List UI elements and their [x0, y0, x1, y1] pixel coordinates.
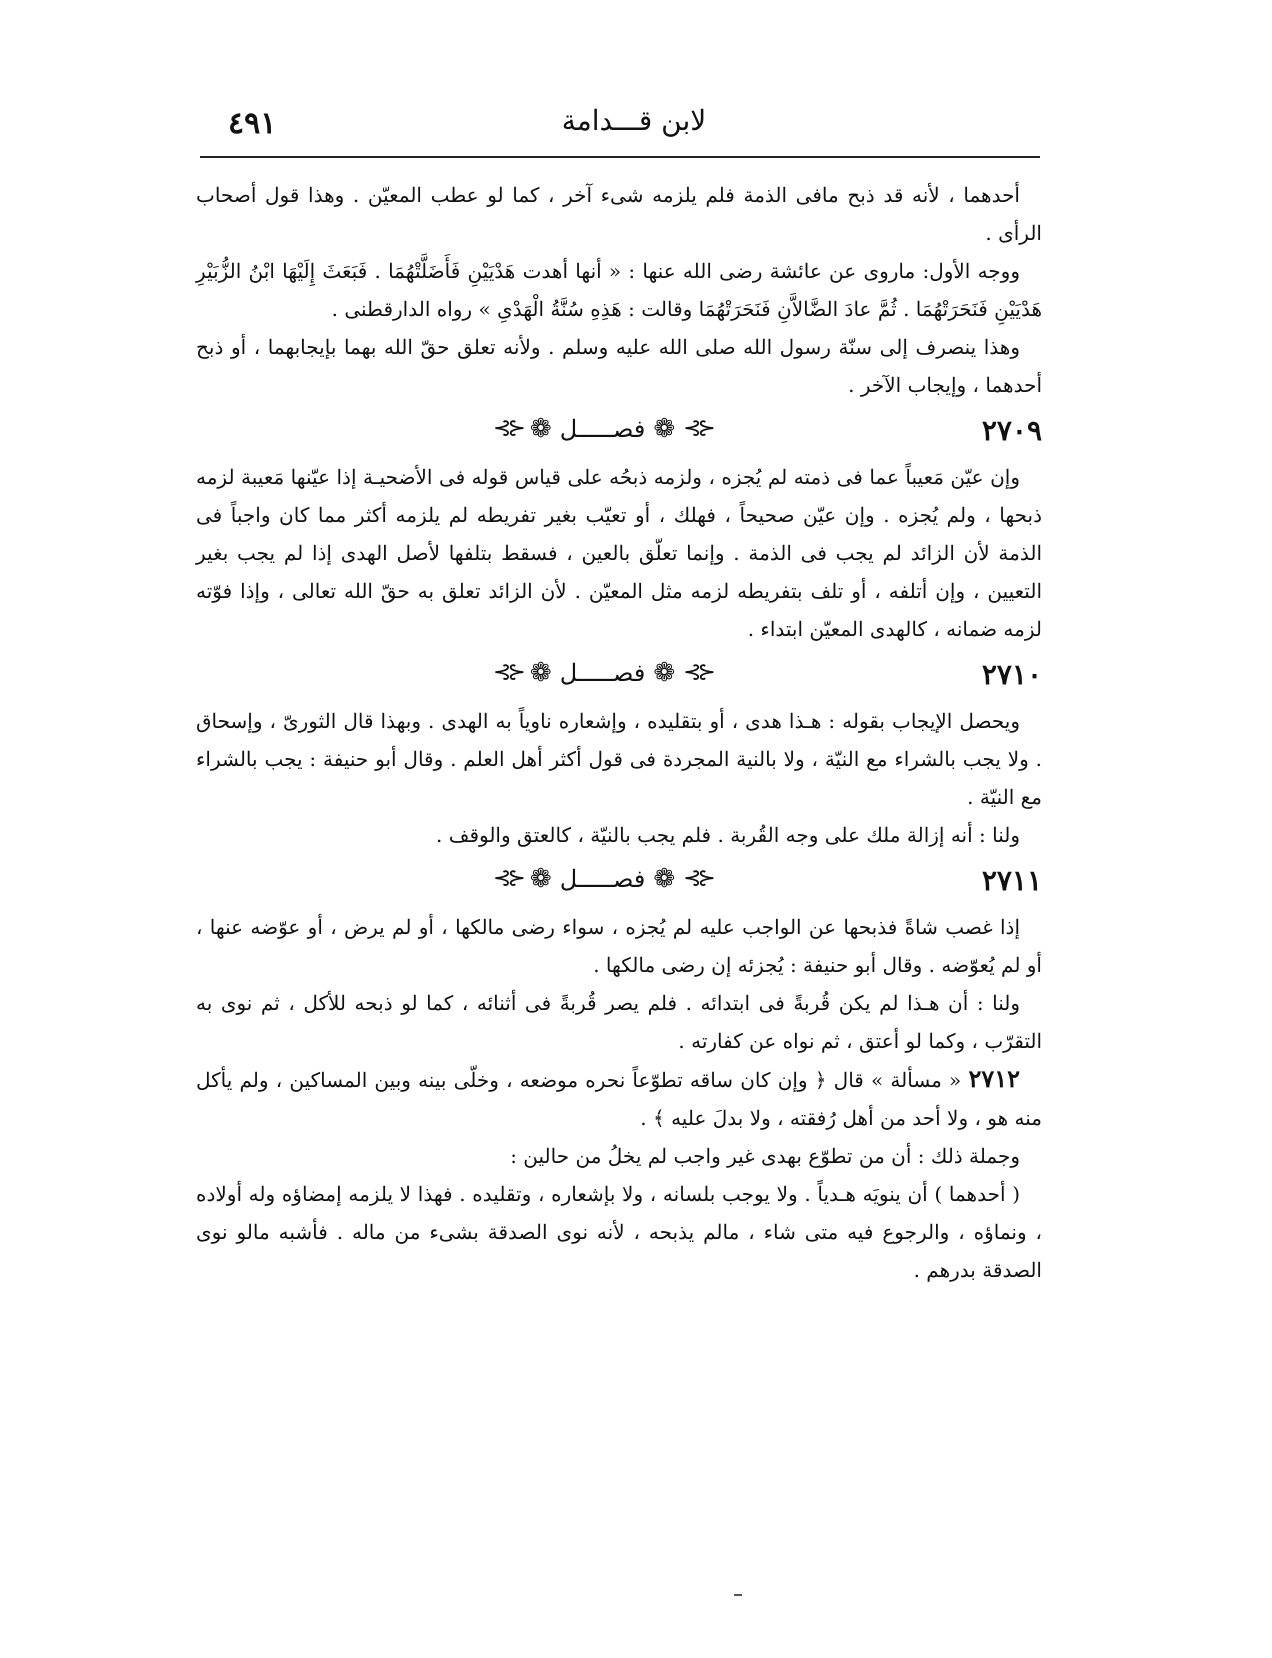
rosette-ornament-icon: ❁	[653, 864, 676, 894]
flourish-ornament-icon: ⊰⊱	[493, 866, 522, 891]
section-heading-2709	[196, 408, 1042, 454]
section-heading-2710	[196, 652, 1042, 698]
paragraph: أحدهما ، لأنه قد ذبح مافى الذمة فلم يلزمه شىء آخر ، كما لو عطب المعيّن . وهذا قول أصحاب الرأى .	[196, 183, 1042, 245]
header-rule	[200, 156, 1040, 158]
section-title-group	[493, 410, 712, 448]
paragraph: ويحصل الإيجاب بقوله : هـذا هدى ، أو بتقليده ، وإشعاره ناوياً به الهدى . وبهذا قال الثورىّ ، وإسحاق . ولا يجب بالشراء مع النيّة ، ولا بالنية المجردة فى قول أكثر أهل العلم . وقال أبو حنيفة : يجب بالشراء مع النيّة .	[196, 709, 1043, 809]
paragraph: وإن عيّن مَعيباً عما فى ذمته لم يُجزه ، ولزمه ذبحُه على قياس قوله فى الأضحيـة إذا عيّنها مَعيبة لزمه ذبحها ، ولم يُجزه . وإن عيّن صحيحاً ، فهلك ، أو تعيّب بغير تفريطه لم يلزمه أكثر مما كان واجباً فى الذمة لأن الزائد لم يجب فى الذمة . وإنما تعلّق بالعين ، فسقط بتلفها لأصل الهدى إذا لم يجب بغير التعيين ، وإن أتلفه ، أو تلف بتفريطه لزمه مثل المعيّن . لأن الزائد تعلق به حقّ الله تعالى ، وإذا فوّته لزمه ضمانه ، كالهدى المعيّن ابتداء .	[196, 465, 1042, 641]
section-number: ٢٧١١	[981, 864, 1042, 897]
masala-label: « مسألة » قال	[833, 1068, 962, 1092]
paragraph: إذا غصب شاةً فذبحها عن الواجب عليه لم يُجزه ، سواء رضى مالكها ، أو لم يرض ، أو عوّضه عنها ، أو لم يُعوّضه . وقال أبو حنيفة : يُجزئه إن رضى مالكها .	[196, 915, 1042, 977]
section-number: ٢٧٠٩	[981, 414, 1042, 447]
section-title-group	[493, 654, 712, 692]
section-title-group	[493, 860, 712, 898]
flourish-ornament-icon: ⊰⊱	[493, 660, 522, 685]
masala-paragraph	[196, 1060, 1042, 1137]
paragraph: ولنا : أن هـذا لم يكن قُربةً فى ابتدائه . فلم يصر قُربةً فى أثنائه ، كما لو ذبحه للأكل ، ثم نوى به التقرّب ، وكما لو أعتق ، ثم نواه عن كفارته .	[196, 991, 1042, 1053]
page-body	[196, 176, 1042, 1496]
section-number: ٢٧١٠	[981, 658, 1042, 691]
bottom-mark	[734, 1594, 742, 1596]
flourish-ornament-icon: ⊰⊱	[493, 416, 522, 441]
flourish-ornament-icon: ⊰⊱	[683, 866, 712, 891]
paragraph: ووجه الأول: ماروى عن عائشة رضى الله عنها : « أنها أهدت هَدْيَيْنِ فَأَضَلَّتْهُمَا . فَبَعَثَ إِلَيْهَا ابْنُ الزُّبَيْرِ هَدْيَيْنِ فَنَحَرَتْهُمَا . ثُمَّ عادَ الضَّالاَّنِ فَنَحَرَتْهُمَا وقالت : هَذِهِ سُنَّةُ الْهَدْىِ » رواه الدارقطنى .	[196, 259, 1042, 321]
running-title: لابن قـــدامة	[561, 104, 707, 137]
page-header	[228, 100, 1040, 146]
section-heading-2711	[196, 858, 1042, 904]
flourish-ornament-icon: ⊰⊱	[683, 416, 712, 441]
section-title: فصـــــل	[559, 659, 646, 687]
flourish-ornament-icon: ⊰⊱	[683, 660, 712, 685]
section-title: فصـــــل	[559, 415, 646, 443]
section-title: فصـــــل	[559, 865, 646, 893]
rosette-ornament-icon: ❁	[653, 658, 676, 688]
rosette-ornament-icon: ❁	[529, 658, 552, 688]
rosette-ornament-icon: ❁	[653, 414, 676, 444]
paragraph: ولنا : أنه إزالة ملك على وجه القُربة . فلم يجب بالنيّة ، كالعتق والوقف .	[436, 823, 1020, 847]
paragraph: وهذا ينصرف إلى سنّة رسول الله صلى الله عليه وسلم . ولأنه تعلق حقّ الله بهما بإيجابهما ، أو ذبح أحدهما ، وإيجاب الآخر .	[196, 335, 1042, 397]
rosette-ornament-icon: ❁	[529, 864, 552, 894]
paragraph: وجملة ذلك : أن من تطوّع بهدى غير واجب لم يخلُ من حالين :	[510, 1144, 1020, 1168]
rosette-ornament-icon: ❁	[529, 414, 552, 444]
page-number: ٤٩١	[228, 106, 277, 141]
masala-text: ﴿ وإن كان ساقه تطوّعاً نحره موضعه ، وخلّى بينه وبين المساكين ، ولم يأكل منه هو ، ولا أحد من أهل رُفقته ، ولا بدلَ عليه ﴾ .	[196, 1068, 1042, 1130]
paragraph: ( أحدهما ) أن ينويَه هـدياً . ولا يوجب بلسانه ، ولا بإشعاره ، وتقليده . فهذا لا يلزمه إمضاؤه وله أولاده ، ونماؤه ، والرجوع فيه متى شاء ، مالم يذبحه ، لأنه نوى الصدقة بشىء من ماله . فأشبه مالو نوى الصدقة بدرهم .	[196, 1182, 1042, 1282]
masala-number: ٢٧١٢	[968, 1064, 1021, 1093]
